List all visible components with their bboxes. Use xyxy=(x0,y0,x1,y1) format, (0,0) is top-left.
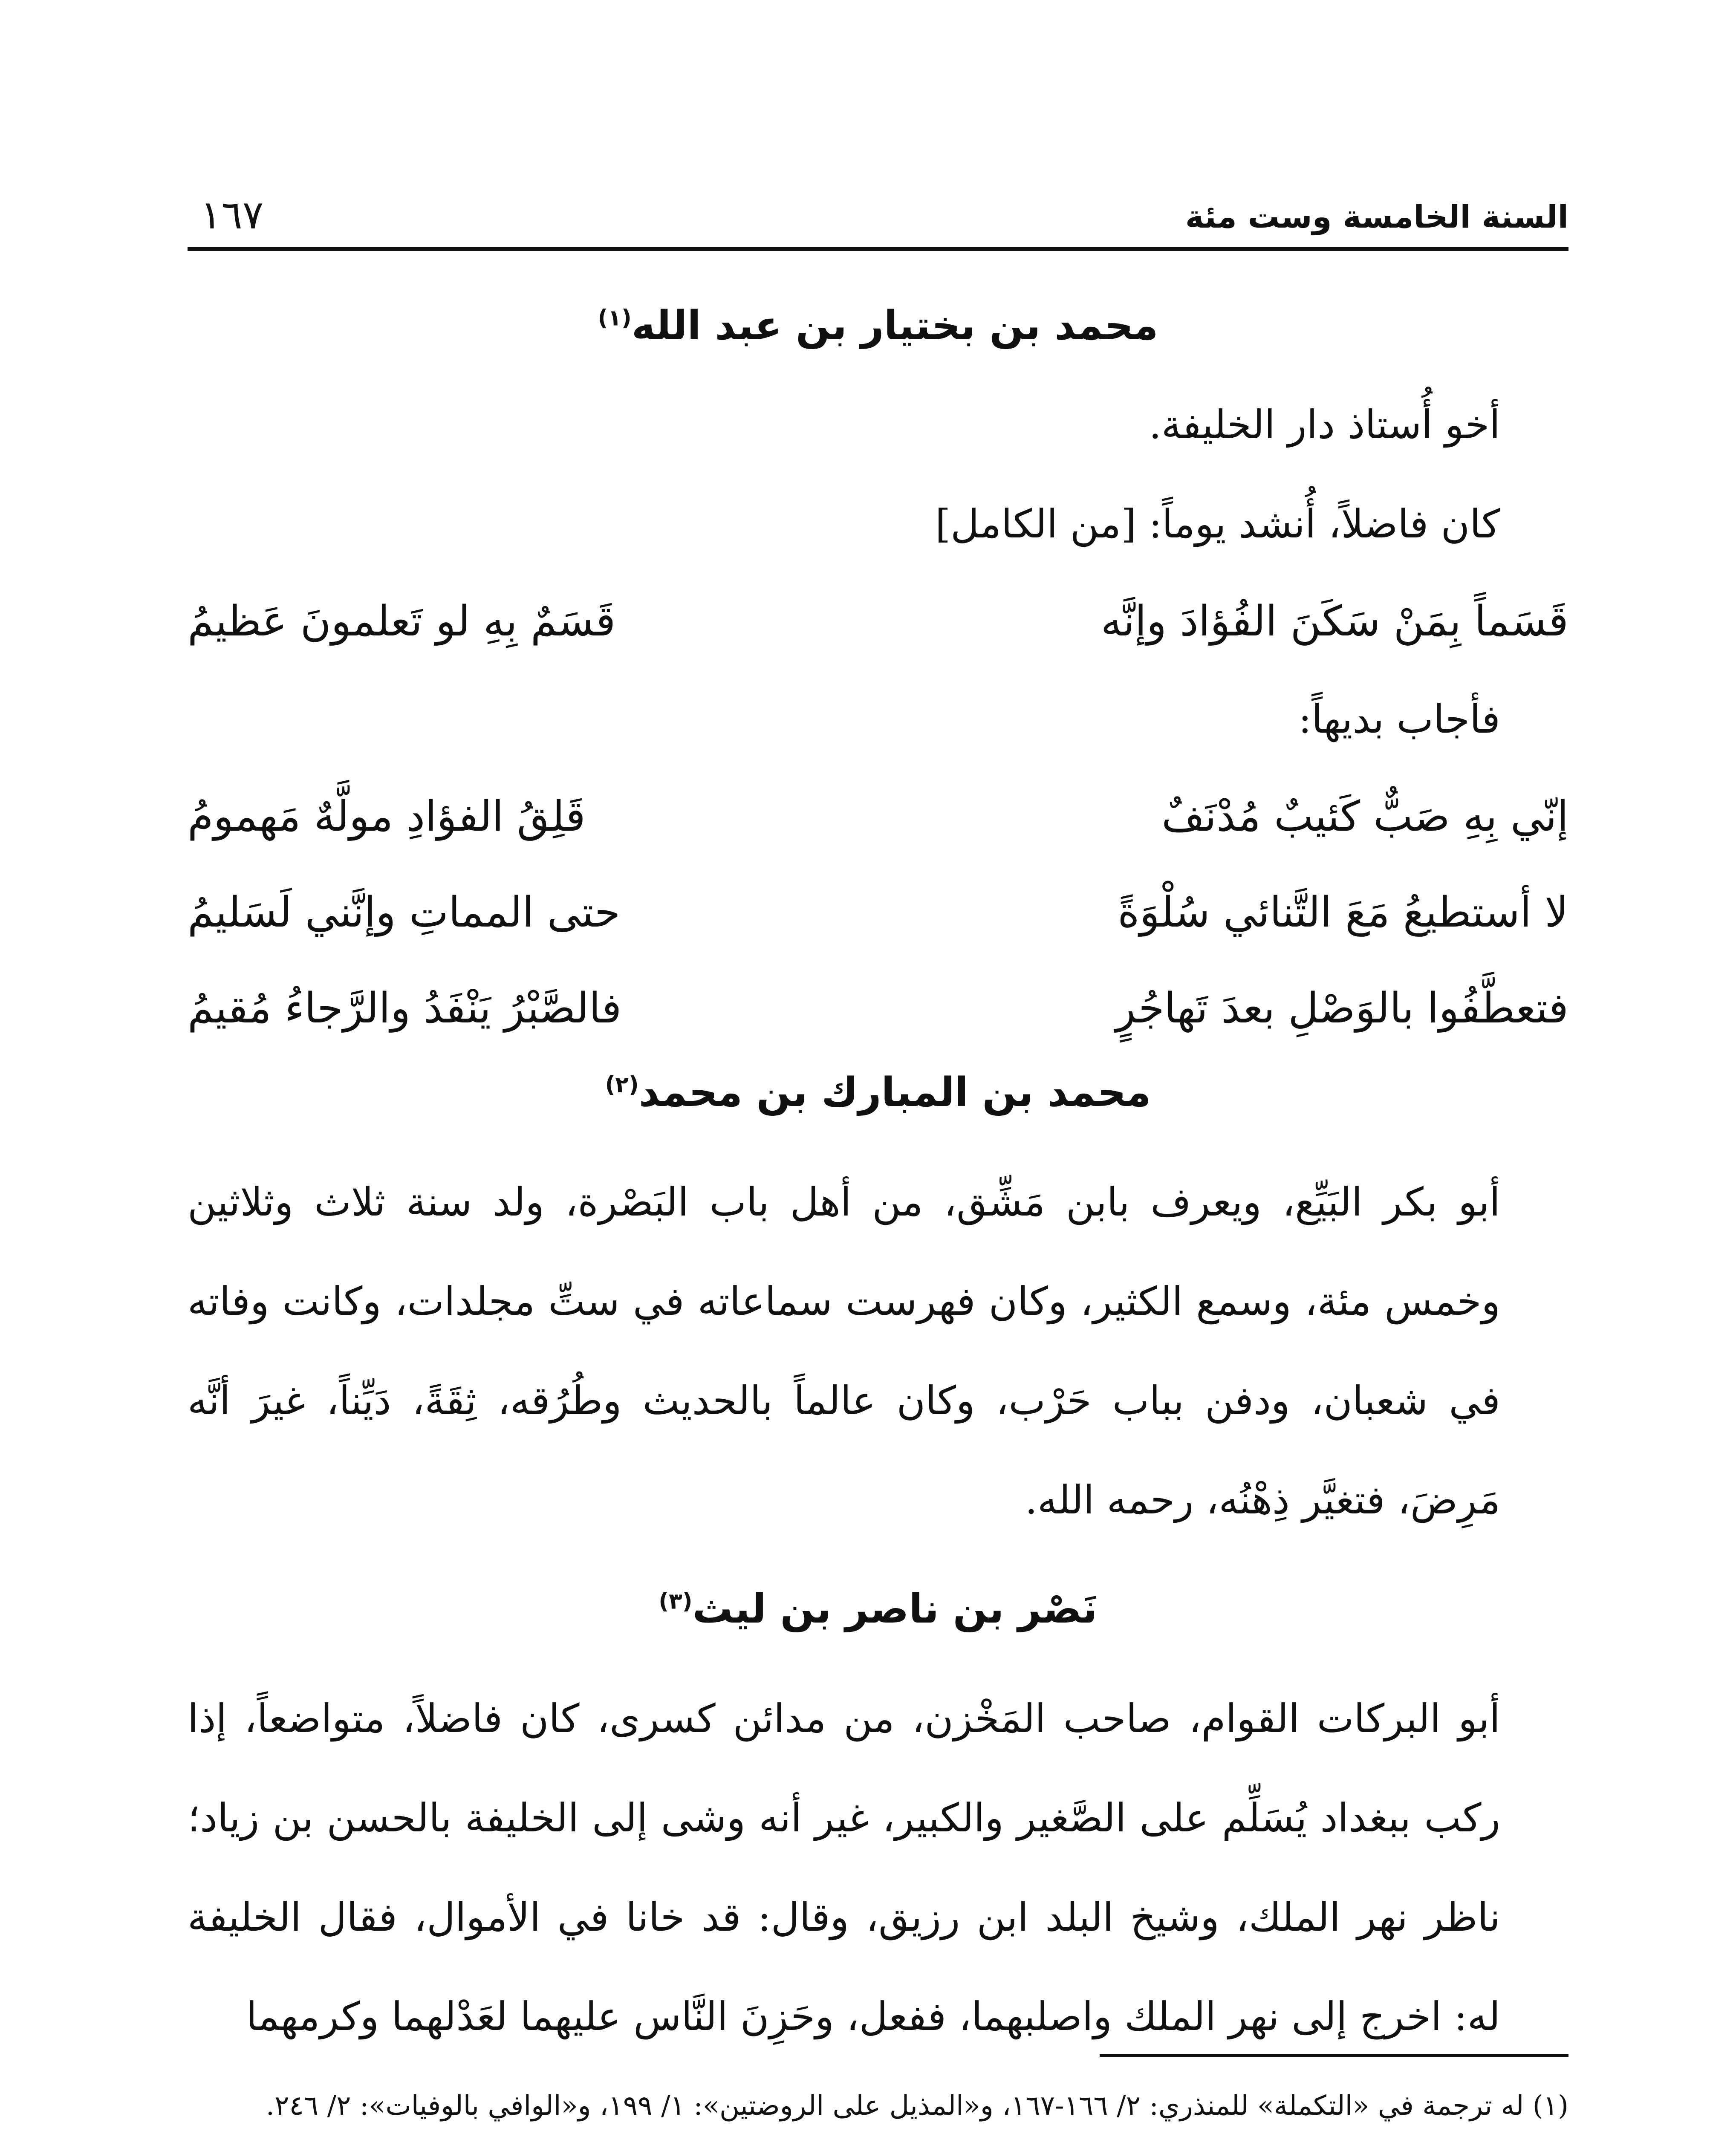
footnote-ref-3: (٣) xyxy=(659,1588,693,1614)
running-title: السنة الخامسة وست مئة xyxy=(1185,199,1568,235)
verse-line-1 xyxy=(188,574,1568,670)
entry-heading-1 xyxy=(188,290,1568,362)
footnote-ref-1: (١) xyxy=(598,305,632,331)
entry1-line1: أخو أُستاذ دار الخليفة. xyxy=(1149,402,1500,448)
verse-1-first-hemistich: قَسَماً بِمَنْ سَكَنَ الفُؤادَ وإنَّه xyxy=(1101,597,1568,646)
entry-heading-3-text: نَصْر بن ناصر بن ليث xyxy=(692,1586,1098,1632)
verse-line-4 xyxy=(188,961,1568,1057)
verse-4-first-hemistich: فتعطَّفُوا بالوَصْلِ بعدَ تَهاجُرٍ xyxy=(1115,984,1568,1033)
entry-heading-2-text: محمد بن المبارك بن محمد xyxy=(638,1069,1151,1116)
verse-line-3 xyxy=(188,865,1568,961)
entry-heading-3 xyxy=(188,1573,1568,1646)
footnote-1: (١) له ترجمة في «التكملة» للمنذري: ٢/ ١٦٦-١٦٧، و«المذيل على الروضتين»: ١/ ١٩٩، و«الوافي بالوفيات»: ٢/ ٢٤٦. xyxy=(266,2090,1568,2122)
entry-heading-1-text: محمد بن بختيار بن عبد الله xyxy=(631,303,1158,349)
verse-3-second-hemistich: حتى المماتِ وإنَّني لَسَليمُ xyxy=(188,888,621,937)
footnote-ref-2: (٢) xyxy=(605,1072,639,1098)
main-text xyxy=(188,290,1568,2066)
verse-1-second-hemistich: قَسَمٌ بِهِ لو تَعلمونَ عَظيمُ xyxy=(188,597,616,646)
entry2-body: أبو بكر البَيِّع، ويعرف بابن مَشِّق، من أهل باب البَصْرة، ولد سنة ثلاث وثلاثين وخمس مئة، وسمع الكثير، وكان فهرست سماعاته في ستِّ مجلدات، وكانت وفاته في شعبان، ودفن بباب حَرْب، وكان عالماً بالحديث وطُرُقه، ثِقَةً، دَيِّناً، غيرَ أنَّه مَرِضَ، فتغيَّر ذِهْنُه، رحمه الله. xyxy=(188,1179,1500,1523)
verse-2-second-hemistich: قَلِقُ الفؤادِ مولَّهٌ مَهمومُ xyxy=(188,792,586,841)
running-head xyxy=(188,179,1568,251)
verse-3-first-hemistich: لا أستطيعُ مَعَ التَّنائي سُلْوَةً xyxy=(1118,888,1568,937)
verse-line-2 xyxy=(188,769,1568,865)
verse-2-first-hemistich: إنّي بِهِ صَبٌّ كَئيبٌ مُدْنَفٌ xyxy=(1161,792,1568,841)
footnotes xyxy=(188,2054,1568,2131)
entry-heading-2 xyxy=(188,1057,1568,1129)
entry1-line2: كان فاضلاً، أُنشد يوماً: [من الكامل] xyxy=(935,501,1500,547)
entry3-body: أبو البركات القوام، صاحب المَخْزن، من مدائن كسرى، كان فاضلاً، متواضعاً، إذا ركب ببغداد يُسَلِّم على الصَّغير والكبير، غير أنه وشى إلى الخليفة بالحسن بن زياد؛ ناظر نهر الملك، وشيخ البلد ابن رزيق، وقال: قد خانا في الأموال، فقال الخليفة له: اخرج إلى نهر الملك واصلبهما، ففعل، وحَزِنَ النَّاس عليهما لعَدْلهما وكرمهما xyxy=(188,1696,1500,2039)
page-number: ١٦٧ xyxy=(200,192,264,238)
footnote-separator xyxy=(1100,2054,1568,2057)
verse-4-second-hemistich: فالصَّبْرُ يَنْفَدُ والرَّجاءُ مُقيمُ xyxy=(188,984,622,1033)
entry1-line3: فأجاب بديهاً: xyxy=(1298,696,1500,742)
